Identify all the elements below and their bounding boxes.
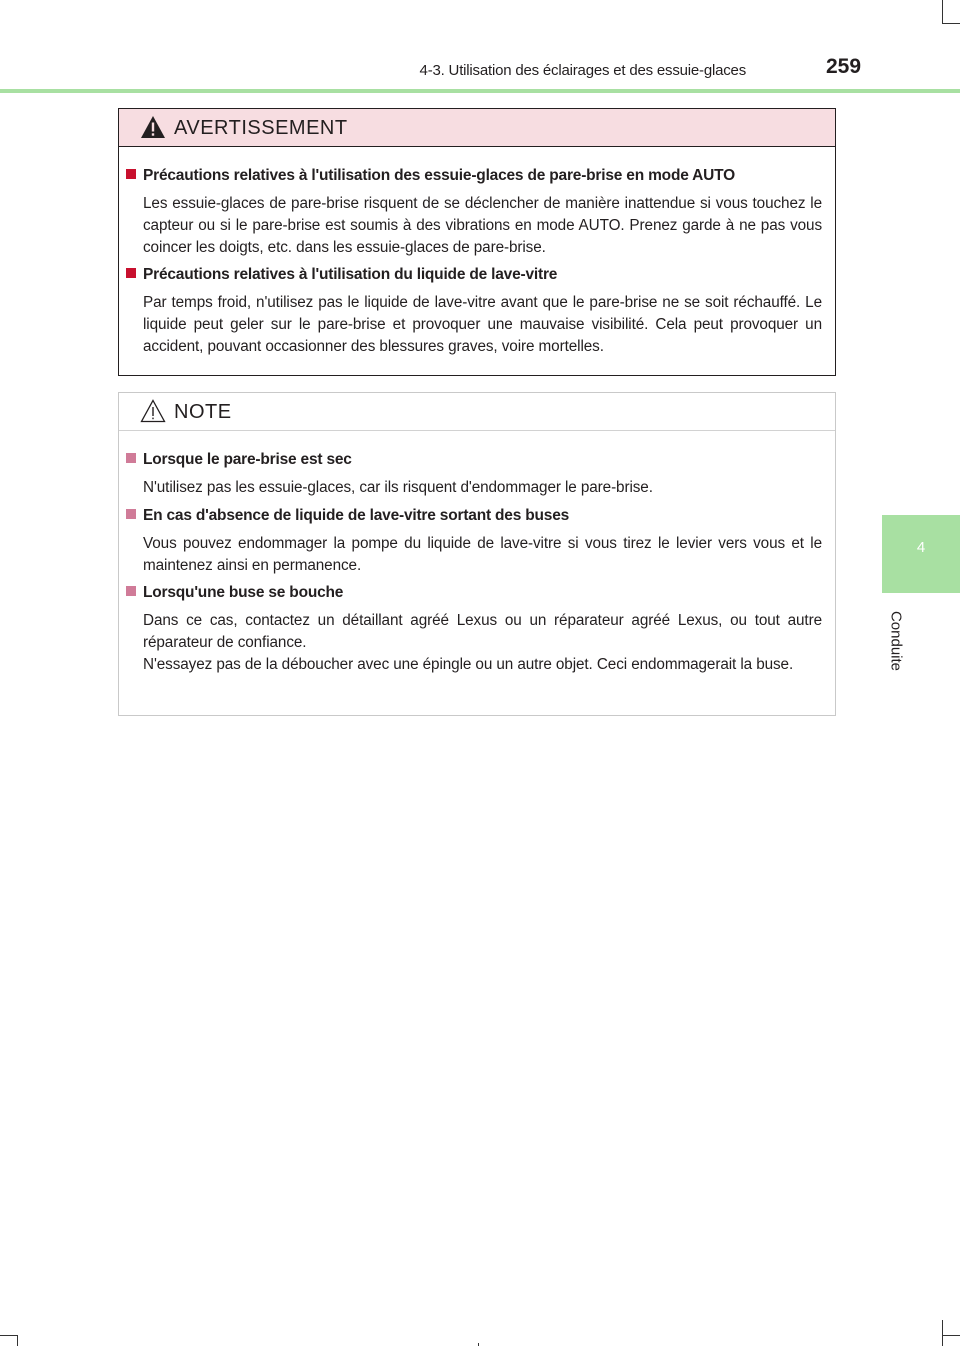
note-item-title: Lorsqu'une buse se bouche [126,584,825,602]
crop-mark [942,1320,943,1346]
chapter-label [886,606,906,676]
note-item-title: En cas d'absence de liquide de lave-vitre sortant des buses [126,507,825,525]
note-heading: NOTE [174,401,232,423]
warning-item-title: Précautions relatives à l'utilisation des essuie-glaces de pare-brise en mode AUTO [126,167,825,185]
crop-mark [0,1335,18,1336]
crop-mark [942,0,943,24]
note-item-body: Dans ce cas, contactez un détaillant agréé Lexus ou un réparateur agréé Lexus, ou tout autre réparateur de confiance. [143,612,822,651]
header-rule [0,89,960,93]
warning-header [119,109,835,147]
note-box [118,392,836,716]
crop-mark [17,1335,18,1346]
note-header [119,393,835,431]
warning-triangle-icon [140,115,166,139]
page-number: 259 [826,55,862,78]
crop-mark [942,1335,960,1336]
square-bullet-icon [126,169,136,179]
warning-heading: AVERTISSEMENT [174,117,348,139]
chapter-label-text: Conduite [887,610,905,672]
square-bullet-icon [126,509,136,519]
crop-mark [943,23,960,24]
caution-triangle-icon [140,399,166,423]
note-item-body: N'utilisez pas les essuie-glaces, car ils risquent d'endommager le pare-brise. [143,479,653,496]
warning-item-title: Précautions relatives à l'utilisation du liquide de lave-vitre [126,266,825,284]
warning-item-body: Les essuie-glaces de pare-brise risquent de se déclencher de manière inattendue si vous touchez le capteur ou si le pare-brise est soumis à des vibrations en mode AUTO. Prenez garde à ne pas vous coincer les doigts, etc. dans les essuie-glaces de pare-brise. [143,195,822,256]
square-bullet-icon [126,268,136,278]
chapter-number: 4 [916,539,926,556]
note-item-body: Vous pouvez endommager la pompe du liquide de lave-vitre si vous tirez le levier vers vous et le maintenez ainsi en permanence. [143,535,822,574]
warning-item-body: Par temps froid, n'utilisez pas le liquide de lave-vitre avant que le pare-brise ne se soit réchauffé. Le liquide peut geler sur le pare-brise et provoquer une mauvaise visibilité. Cela peut provoquer un accident, pouvant occasionner des blessures graves, voire mortelles. [143,294,822,355]
square-bullet-icon [126,453,136,463]
note-item-title: Lorsque le pare-brise est sec [126,451,825,469]
note-item-body-continued: N'essayez pas de la déboucher avec une épingle ou un autre objet. Ceci endommagerait la buse. [143,656,794,673]
chapter-tab[interactable] [882,515,960,593]
warning-box [118,108,836,376]
square-bullet-icon [126,586,136,596]
section-title: 4-3. Utilisation des éclairages et des essuie-glaces [419,62,746,79]
